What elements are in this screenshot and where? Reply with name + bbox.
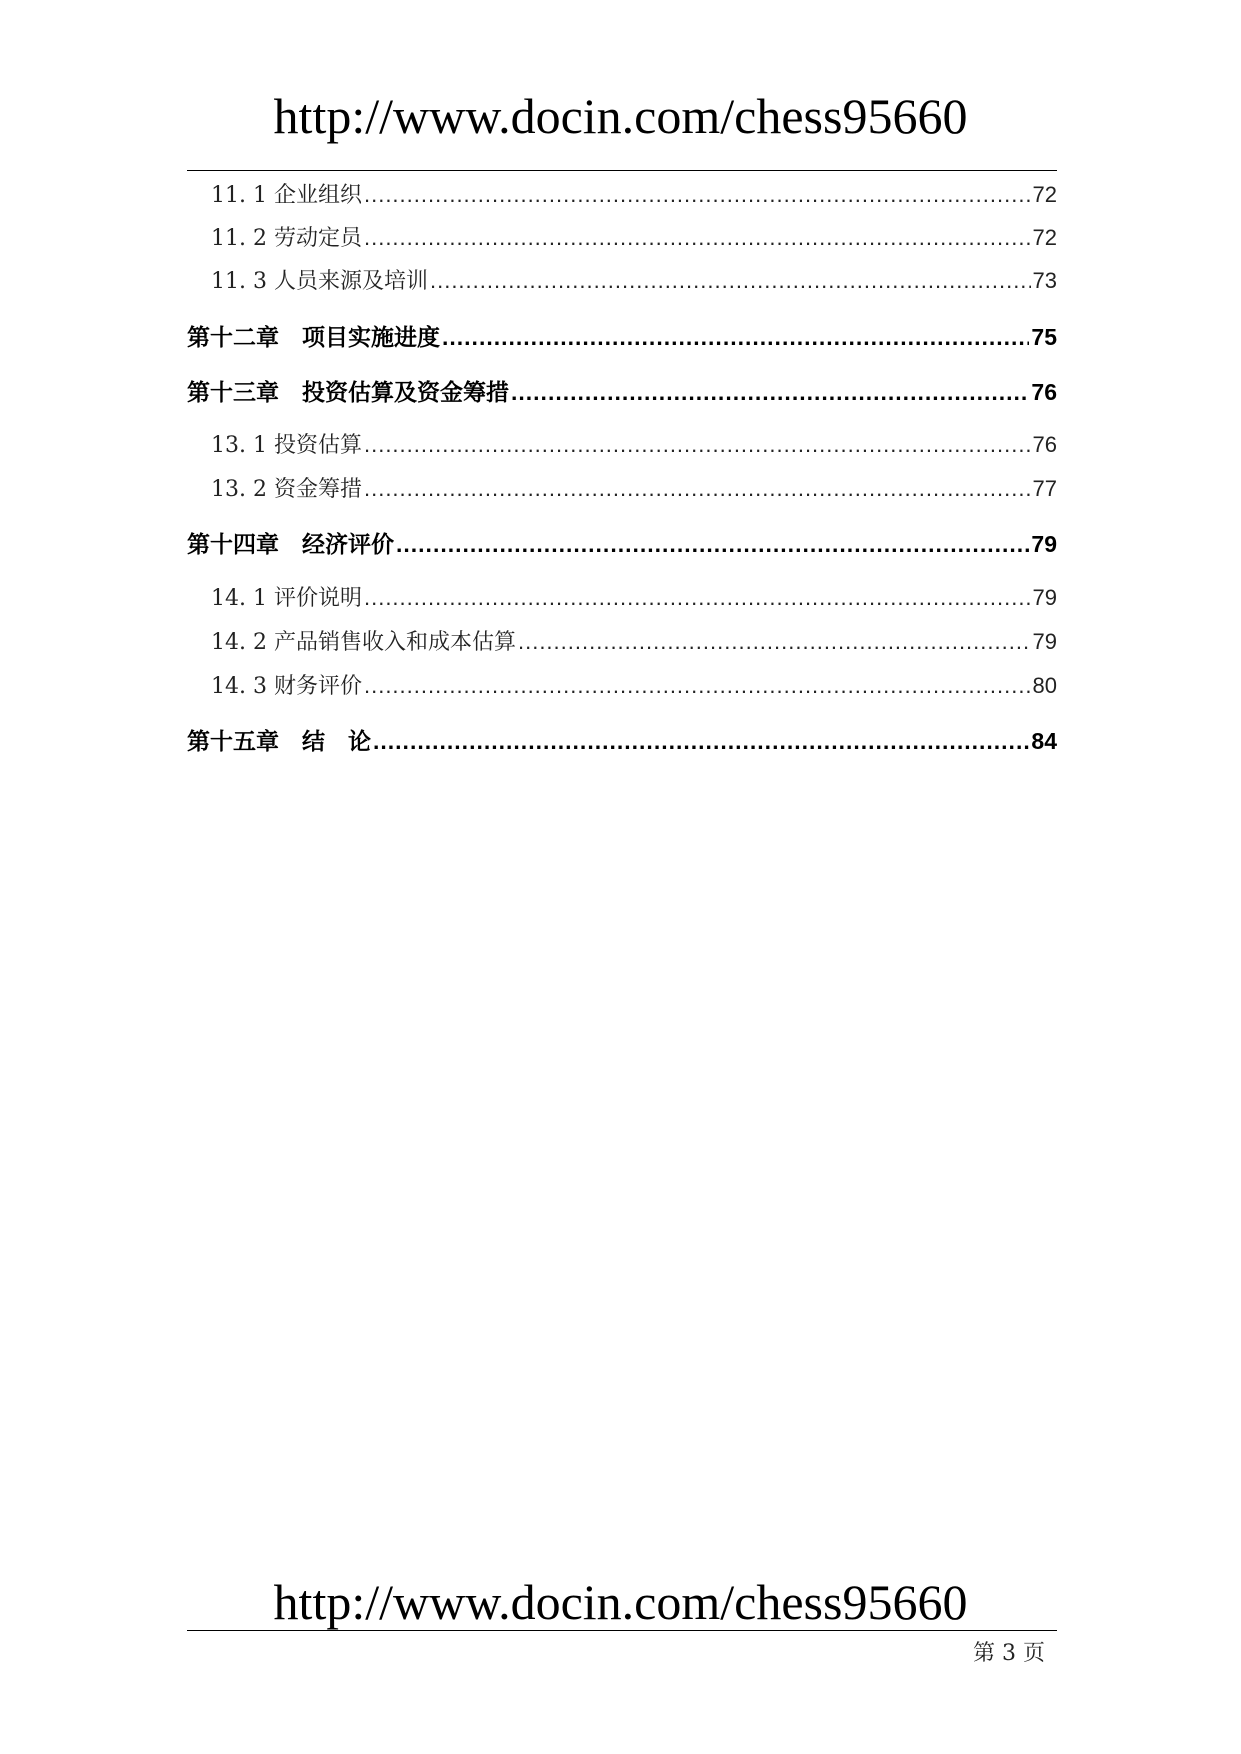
toc-entry-page: 72 [1032,182,1057,207]
footer-divider [187,1630,1057,1631]
toc-entry-title: 11. 3 人员来源及培训 [211,269,428,294]
toc-dot-leader [430,268,1031,294]
toc-entry-title: 第十三章 投资估算及资金筹措 [187,380,509,406]
toc-dot-leader [364,476,1031,502]
toc-entry-title: 11. 1 企业组织 [211,183,362,208]
toc-dot-leader [364,225,1031,251]
toc-entry-page: 76 [1031,379,1057,405]
toc-entry-page: 73 [1032,268,1057,293]
toc-entry-title: 第十四章 经济评价 [187,532,394,558]
toc-entry-title: 14. 3 财务评价 [211,674,362,699]
toc-chapter-entry[interactable] [187,319,1057,359]
toc-entry[interactable] [187,669,1057,709]
toc-entry[interactable] [187,472,1057,512]
page-number: 第 3 页 [973,1641,1045,1666]
toc-chapter-entry[interactable] [187,526,1057,566]
toc-entry-title: 第十二章 项目实施进度 [187,325,440,351]
toc-entry-title: 13. 2 资金筹措 [211,477,362,502]
toc-entry-page: 75 [1031,324,1057,350]
toc-dot-leader [364,673,1031,699]
toc-chapter-entry[interactable] [187,723,1057,763]
toc-entry-title: 13. 1 投资估算 [211,433,362,458]
toc-entry-page: 76 [1032,432,1057,457]
toc-entry[interactable] [187,221,1057,261]
toc-dot-leader [396,531,1029,558]
header-url: http://www.docin.com/chess95660 [273,88,968,144]
toc-dot-leader [364,182,1031,208]
toc-entry-page: 80 [1032,673,1057,698]
toc-entry-page: 84 [1031,728,1057,754]
toc-entry-page: 79 [1032,629,1057,654]
footer-url: http://www.docin.com/chess95660 [273,1574,968,1630]
toc-entry-title: 第十五章 结 论 [187,729,371,755]
toc-entry[interactable] [187,625,1057,665]
toc-entry-page: 79 [1031,531,1057,557]
toc-entry-page: 77 [1032,476,1057,501]
toc-dot-leader [373,728,1029,755]
toc-dot-leader [511,379,1029,406]
toc-entry-page: 79 [1032,585,1057,610]
toc-dot-leader [518,629,1031,655]
toc-dot-leader [442,324,1029,351]
toc-entry-title: 14. 1 评价说明 [211,586,362,611]
toc-dot-leader [364,432,1031,458]
toc-entry-title: 14. 2 产品销售收入和成本估算 [211,630,516,655]
toc-entry-title: 11. 2 劳动定员 [211,226,362,251]
header-divider [187,170,1057,171]
toc-entry-page: 72 [1032,225,1057,250]
toc-dot-leader [364,585,1031,611]
toc-entry[interactable] [187,581,1057,621]
toc-entry[interactable] [187,264,1057,304]
toc-entry[interactable] [187,178,1057,218]
toc-entry[interactable] [187,428,1057,468]
toc-chapter-entry[interactable] [187,374,1057,414]
